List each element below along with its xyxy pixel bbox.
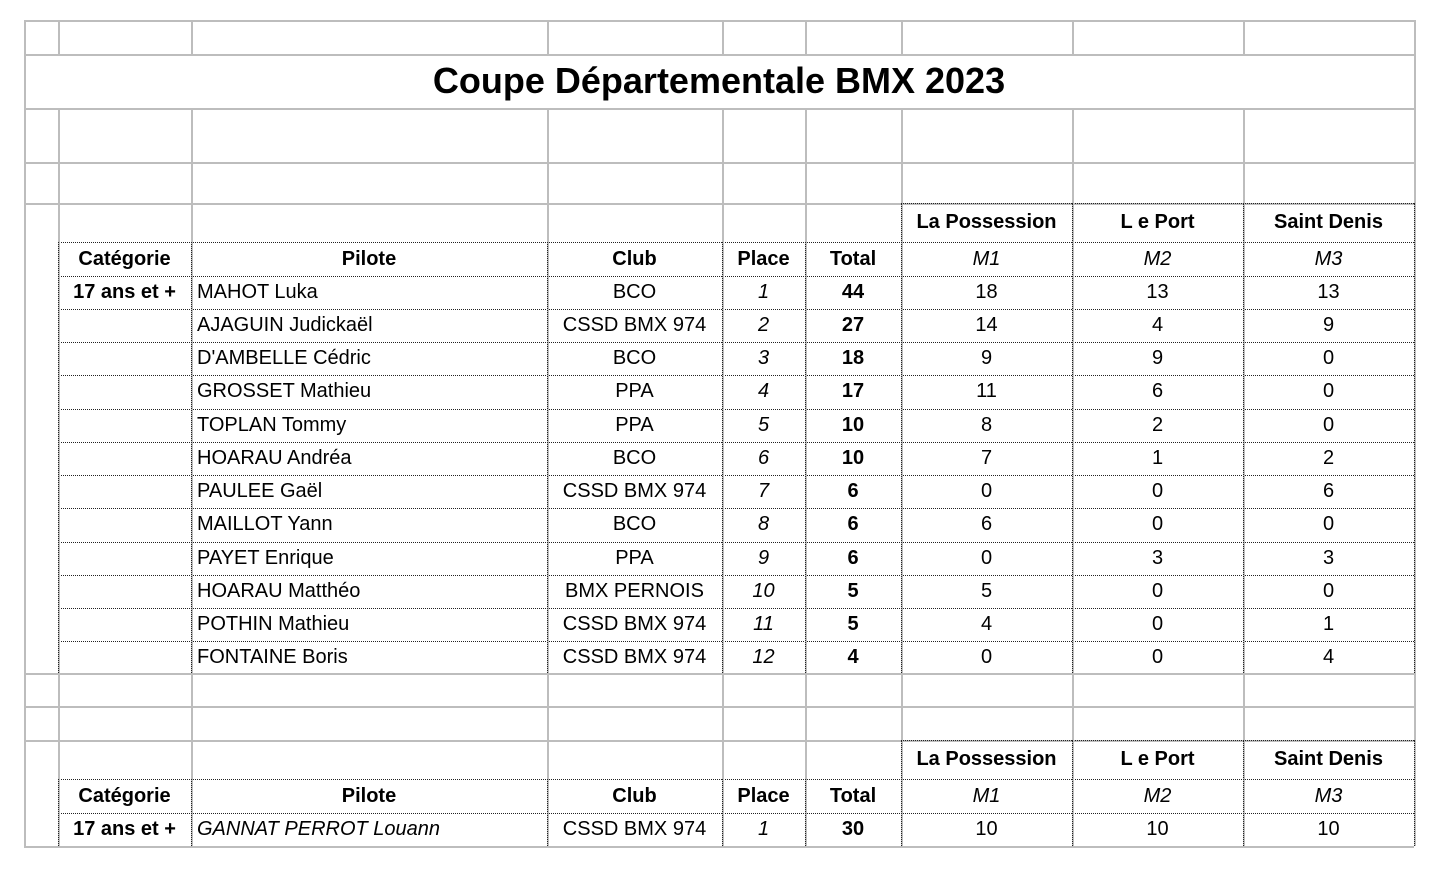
row-m2-cell[interactable]: 2 (1151, 414, 1164, 436)
row2-m2-cell[interactable]: 10 (1146, 818, 1169, 840)
row-pilote-cell[interactable]: HOARAU Matthéo (197, 580, 361, 602)
category-cell-2[interactable]: 17 ans et + (73, 818, 176, 840)
place-header-2[interactable]: Place (737, 784, 790, 807)
row-pilote-cell[interactable]: AJAGUIN Judickaël (197, 314, 373, 336)
row-m2-cell[interactable]: 6 (1151, 380, 1164, 402)
row-m1-cell[interactable]: 0 (980, 547, 993, 569)
row-m1-cell[interactable]: 7 (980, 447, 993, 469)
total-header[interactable]: Total (829, 247, 877, 270)
row-total-cell[interactable]: 10 (841, 447, 865, 469)
row-club-cell[interactable]: CSSD BMX 974 (562, 646, 707, 668)
row-place-cell[interactable]: 12 (752, 646, 775, 668)
row-club-cell[interactable]: BCO (612, 447, 657, 469)
round-m1-header-2[interactable]: M1 (972, 784, 1001, 807)
round-m3-header[interactable]: M3 (1314, 247, 1343, 270)
row-m1-cell[interactable]: 11 (976, 380, 997, 402)
row-club-cell[interactable]: CSSD BMX 974 (562, 314, 707, 336)
club-header[interactable]: Club (612, 247, 657, 270)
row-m2-cell[interactable]: 3 (1151, 547, 1164, 569)
row-m3-cell[interactable]: 0 (1322, 580, 1335, 602)
grid-col-line (58, 20, 60, 54)
row-m2-cell[interactable]: 4 (1151, 314, 1164, 336)
row-m2-cell[interactable]: 0 (1151, 580, 1164, 602)
row-place-cell[interactable]: 11 (753, 613, 774, 635)
row-m1-cell[interactable]: 9 (980, 347, 993, 369)
grid-col-line (24, 20, 26, 54)
grid-col-line (1414, 203, 1415, 673)
row-total-cell[interactable]: 6 (847, 547, 859, 569)
row-pilote-cell[interactable]: MAILLOT Yann (197, 513, 333, 535)
row-total-cell[interactable]: 6 (847, 513, 859, 535)
row-place-cell[interactable]: 5 (757, 414, 770, 436)
grid-row-line (24, 846, 1414, 848)
grid-col-line (805, 20, 807, 54)
row-club-cell[interactable]: PPA (615, 414, 654, 436)
categorie-header-2[interactable]: Catégorie (78, 784, 171, 807)
grid-col-line (1414, 54, 1416, 108)
row-place-cell[interactable]: 8 (757, 513, 770, 535)
row-m1-cell[interactable]: 18 (975, 281, 998, 303)
venue-m3-header[interactable]: Saint Denis (1274, 211, 1383, 233)
row-total-cell[interactable]: 5 (847, 580, 859, 602)
grid-col-line (1414, 20, 1416, 54)
row-club-cell[interactable]: BMX PERNOIS (565, 580, 704, 602)
grid-row-line (24, 706, 1414, 708)
row-pilote-cell[interactable]: HOARAU Andréa (197, 447, 352, 469)
row-pilote-cell[interactable]: GROSSET Mathieu (197, 380, 372, 402)
pilote-header-2[interactable]: Pilote (341, 784, 397, 807)
round-m3-header-2[interactable]: M3 (1314, 784, 1343, 807)
round-m2-header[interactable]: M2 (1143, 247, 1172, 270)
venue-m2-header-2[interactable]: L e Port (1120, 748, 1195, 770)
row-total-cell[interactable]: 18 (841, 347, 865, 369)
grid-col-line (1072, 20, 1074, 54)
grid-col-line (722, 20, 724, 54)
row-m3-cell[interactable]: 0 (1322, 513, 1335, 535)
grid-row-line (24, 162, 1414, 164)
pilote-header[interactable]: Pilote (341, 247, 397, 270)
row-total-cell[interactable]: 10 (841, 414, 865, 436)
row2-m3-cell[interactable]: 10 (1317, 818, 1340, 840)
round-m1-header[interactable]: M1 (972, 247, 1001, 270)
row-pilote-cell[interactable]: PAYET Enrique (197, 547, 334, 569)
row-total-cell[interactable]: 44 (841, 281, 865, 303)
row-club-cell[interactable]: BCO (612, 281, 657, 303)
row-m1-cell[interactable]: 6 (980, 513, 993, 535)
venue-m3-header-2[interactable]: Saint Denis (1274, 748, 1383, 770)
row-m1-cell[interactable]: 14 (975, 314, 998, 336)
row-club-cell[interactable]: BCO (612, 347, 657, 369)
row-pilote-cell[interactable]: FONTAINE Boris (197, 646, 348, 668)
row-pilote-cell[interactable]: POTHIN Mathieu (197, 613, 350, 635)
grid-row-line (24, 20, 1414, 22)
row-club-cell[interactable]: PPA (615, 380, 654, 402)
row-m1-cell[interactable]: 0 (980, 646, 993, 668)
row-club-cell[interactable]: BCO (612, 513, 657, 535)
row-place-cell[interactable]: 6 (757, 447, 770, 469)
row-m3-cell[interactable]: 0 (1322, 414, 1335, 436)
row2-total-cell[interactable]: 30 (841, 818, 865, 840)
row-place-cell[interactable]: 4 (757, 380, 770, 402)
row-total-cell[interactable]: 6 (847, 480, 859, 502)
row-club-cell[interactable]: CSSD BMX 974 (562, 613, 707, 635)
categorie-header[interactable]: Catégorie (78, 247, 171, 270)
row-m2-cell[interactable]: 0 (1151, 513, 1164, 535)
row-m2-cell[interactable]: 9 (1151, 347, 1164, 369)
row-m3-cell[interactable]: 0 (1322, 347, 1335, 369)
row-pilote-cell[interactable]: TOPLAN Tommy (197, 414, 347, 436)
row-pilote-cell[interactable]: PAULEE Gaël (197, 480, 323, 502)
round-m2-header-2[interactable]: M2 (1143, 784, 1172, 807)
row-m1-cell[interactable]: 8 (980, 414, 993, 436)
row2-pilote-cell[interactable]: GANNAT PERROT Louann (197, 818, 441, 840)
row2-place-cell[interactable]: 1 (757, 818, 770, 840)
row2-m1-cell[interactable]: 10 (975, 818, 998, 840)
row-place-cell[interactable]: 1 (757, 281, 770, 303)
row-total-cell[interactable]: 5 (847, 613, 859, 635)
row-club-cell[interactable]: CSSD BMX 974 (562, 480, 707, 502)
grid-col-line (1243, 20, 1245, 54)
row-m2-cell[interactable]: 0 (1151, 480, 1164, 502)
category-cell[interactable]: 17 ans et + (73, 281, 176, 303)
place-header[interactable]: Place (737, 247, 790, 270)
total-header-2[interactable]: Total (829, 784, 877, 807)
row-m1-cell[interactable]: 5 (980, 580, 993, 602)
row-place-cell[interactable]: 3 (757, 347, 770, 369)
row-place-cell[interactable]: 10 (752, 580, 775, 602)
row-place-cell[interactable]: 2 (757, 314, 770, 336)
venue-m1-header-2[interactable]: La Possession (916, 748, 1057, 770)
grid-col-line (901, 20, 903, 54)
row-m3-cell[interactable]: 4 (1322, 646, 1335, 668)
row-m1-cell[interactable]: 4 (980, 613, 993, 635)
row-m3-cell[interactable]: 2 (1322, 447, 1335, 469)
row-total-cell[interactable]: 4 (847, 646, 859, 668)
grid-col-line (24, 108, 26, 846)
grid-col-line (191, 20, 193, 54)
row-m2-cell[interactable]: 0 (1151, 646, 1164, 668)
venue-m1-header[interactable]: La Possession (916, 211, 1057, 233)
row-pilote-cell[interactable]: D'AMBELLE Cédric (197, 347, 371, 369)
row-m3-cell[interactable]: 13 (1317, 281, 1340, 303)
row-club-cell[interactable]: PPA (615, 547, 654, 569)
row-place-cell[interactable]: 7 (757, 480, 770, 502)
row-m3-cell[interactable]: 3 (1322, 547, 1335, 569)
sheet-title[interactable]: Coupe Départementale BMX 2023 (432, 60, 1006, 101)
club-header-2[interactable]: Club (612, 784, 657, 807)
row-total-cell[interactable]: 17 (841, 380, 865, 402)
row-m2-cell[interactable]: 1 (1151, 447, 1164, 469)
venue-m2-header[interactable]: L e Port (1120, 211, 1195, 233)
grid-col-line (1414, 740, 1415, 846)
spreadsheet (24, 20, 1414, 846)
row-pilote-cell[interactable]: MAHOT Luka (197, 281, 318, 303)
grid-col-line (547, 20, 549, 54)
row-place-cell[interactable]: 9 (757, 547, 770, 569)
row-m3-cell[interactable]: 6 (1322, 480, 1335, 502)
row-total-cell[interactable]: 27 (841, 314, 865, 336)
row-m3-cell[interactable]: 1 (1322, 613, 1335, 635)
row2-club-cell[interactable]: CSSD BMX 974 (562, 818, 707, 840)
grid-row-line (24, 108, 1414, 110)
row-m3-cell[interactable]: 9 (1322, 314, 1335, 336)
row-m3-cell[interactable]: 0 (1322, 380, 1335, 402)
row-m1-cell[interactable]: 0 (980, 480, 993, 502)
row-m2-cell[interactable]: 13 (1146, 281, 1169, 303)
row-m2-cell[interactable]: 0 (1151, 613, 1164, 635)
